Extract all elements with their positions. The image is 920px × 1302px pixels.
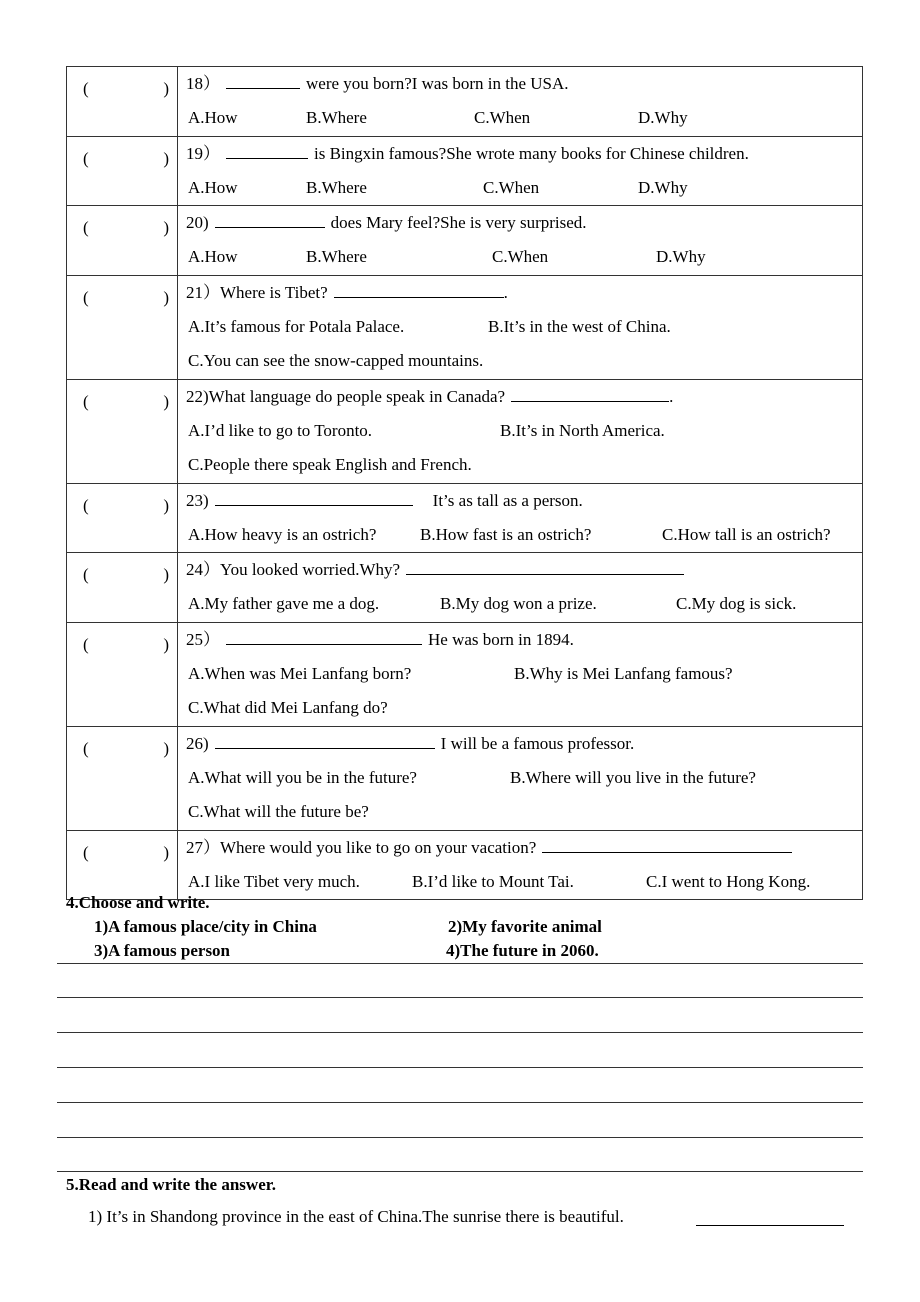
question-row [67, 275, 863, 379]
answer-blank[interactable] [226, 627, 422, 645]
answer-blank[interactable] [542, 835, 792, 853]
answer-blank[interactable] [215, 210, 325, 228]
paren-open: ( [83, 391, 89, 411]
writing-line[interactable] [57, 1171, 863, 1172]
answer-option: A.I’d like to go to Toronto. [188, 420, 373, 440]
options-line [178, 657, 862, 691]
options-line [178, 101, 862, 135]
question-text: were you born?I was born in the USA. [306, 74, 569, 93]
answer-paren[interactable] [67, 622, 178, 726]
paren-close: ) [163, 391, 169, 411]
question-cell [178, 206, 863, 276]
writing-line[interactable] [57, 1102, 863, 1103]
options-line [178, 518, 862, 552]
answer-blank[interactable] [511, 384, 669, 402]
answer-blank[interactable] [334, 280, 504, 298]
paren-open: ( [83, 738, 89, 758]
answer-option: B.Where [306, 247, 367, 267]
question-cell [178, 275, 863, 379]
paren-open: ( [83, 634, 89, 654]
section-4-title: 4.Choose and write. [66, 893, 210, 912]
answer-blank[interactable] [215, 731, 435, 749]
question-text: He was born in 1894. [428, 629, 574, 649]
question-cell [178, 622, 863, 726]
question-number: 18） [186, 74, 220, 93]
answer-option: A.How [188, 247, 238, 267]
topic-2: 2)My favorite animal [448, 917, 602, 936]
options-line [178, 865, 862, 899]
answer-option: C.You can see the snow-capped mountains. [188, 351, 484, 371]
question-row [67, 622, 863, 726]
answer-option: C.My dog is sick. [676, 594, 797, 614]
answer-option: D.Why [638, 177, 688, 197]
paren-close: ) [163, 634, 169, 654]
question-table [66, 66, 863, 900]
question-text: . [669, 386, 674, 406]
options-line [178, 448, 862, 482]
answer-option: C.I went to Hong Kong. [646, 871, 811, 891]
answer-paren[interactable] [67, 553, 178, 623]
question-stem [178, 137, 862, 171]
writing-line[interactable] [57, 1137, 863, 1138]
options-line [178, 761, 862, 795]
answer-option: A.I like Tibet very much. [188, 871, 360, 891]
question-stem [178, 276, 862, 310]
paren-open: ( [83, 842, 89, 862]
answer-paren[interactable] [67, 275, 178, 379]
options-line [178, 171, 862, 205]
question-cell [178, 726, 863, 830]
paren-close: ) [163, 79, 169, 98]
question-number: 25） [186, 629, 220, 649]
answer-option: A.How heavy is an ostrich? [188, 524, 377, 544]
question-row [67, 726, 863, 830]
answer-option: B.It’s in North America. [500, 420, 665, 440]
question-row [67, 206, 863, 276]
answer-blank[interactable] [226, 71, 300, 89]
answer-option: A.How [188, 177, 238, 197]
question-row [67, 136, 863, 206]
answer-option: B.How fast is an ostrich? [420, 524, 592, 544]
options-line [178, 587, 862, 621]
paren-open: ( [83, 287, 89, 307]
paren-close: ) [163, 738, 169, 758]
answer-option: A.It’s famous for Potala Palace. [188, 317, 405, 337]
answer-option: C.People there speak English and French. [188, 455, 472, 475]
paren-close: ) [163, 842, 169, 862]
answer-option: B.Where [306, 108, 367, 128]
question-stem [178, 727, 862, 761]
question-stem [178, 623, 862, 657]
answer-blank[interactable] [696, 1225, 844, 1226]
answer-option: C.When [474, 108, 531, 128]
answer-option: C.What did Mei Lanfang do? [188, 698, 388, 718]
question-row [67, 553, 863, 623]
answer-option: B.My dog won a prize. [440, 594, 597, 614]
options-line [178, 240, 862, 274]
answer-option: C.When [483, 177, 540, 197]
answer-paren[interactable] [67, 483, 178, 553]
answer-option: A.What will you be in the future? [188, 767, 417, 787]
paren-open: ( [83, 565, 89, 585]
question-number: 20) [186, 213, 209, 233]
answer-blank[interactable] [226, 141, 308, 159]
options-line [178, 344, 862, 378]
answer-option: B.Where [306, 177, 367, 197]
question-row [67, 379, 863, 483]
answer-option: C.How tall is an ostrich? [662, 524, 831, 544]
question-stem [178, 67, 862, 101]
question-stem [178, 553, 862, 587]
topic-1: 1)A famous place/city in China [94, 917, 317, 936]
section-5-title: 5.Read and write the answer. [66, 1175, 276, 1194]
topic-4: 4)The future in 2060. [446, 941, 599, 960]
answer-option: A.My father gave me a dog. [188, 594, 380, 614]
question-stem [178, 831, 862, 865]
answer-option: C.What will the future be? [188, 802, 369, 822]
question-stem [178, 380, 862, 414]
answer-option: A.How [188, 108, 238, 128]
paren-close: ) [163, 495, 169, 515]
question-cell [178, 483, 863, 553]
paren-close: ) [163, 148, 169, 168]
question-number: 23) [186, 490, 209, 510]
topic-3: 3)A famous person [94, 941, 231, 960]
answer-paren[interactable] [67, 136, 178, 206]
answer-paren[interactable] [67, 67, 178, 137]
question-number: 22)What language do people speak in Canada? [186, 386, 506, 406]
answer-paren[interactable] [67, 379, 178, 483]
writing-line[interactable] [57, 1032, 863, 1033]
options-line [178, 310, 862, 344]
answer-paren[interactable] [67, 830, 178, 900]
question-text: It’s as tall as a person. [432, 490, 583, 510]
question-text: is Bingxin famous?She wrote many books for Chinese children. [314, 143, 749, 163]
question-number: 26) [186, 733, 209, 753]
answer-option: B.I’d like to Mount Tai. [412, 871, 574, 891]
answer-option: B.Where will you live in the future? [510, 767, 756, 787]
reading-item-1: 1) It’s in Shandong province in the east of China.The sunrise there is beautiful. [88, 1207, 624, 1226]
question-cell [178, 67, 863, 137]
question-cell [178, 553, 863, 623]
answer-paren[interactable] [67, 726, 178, 830]
question-number: 24）You looked worried.Why? [186, 560, 401, 580]
question-text: I will be a famous professor. [440, 733, 635, 753]
question-stem [178, 206, 862, 240]
question-number: 21）Where is Tibet? [186, 282, 328, 302]
question-row [67, 67, 863, 137]
options-line [178, 691, 862, 725]
answer-blank[interactable] [215, 488, 413, 506]
paren-open: ( [83, 79, 89, 98]
answer-option: C.When [492, 247, 549, 267]
answer-option: D.Why [638, 108, 688, 128]
writing-line[interactable] [57, 963, 863, 964]
options-line [178, 414, 862, 448]
answer-blank[interactable] [406, 557, 684, 575]
answer-paren[interactable] [67, 206, 178, 276]
paren-close: ) [163, 565, 169, 585]
paren-open: ( [83, 218, 89, 238]
writing-line[interactable] [57, 1067, 863, 1068]
options-line [178, 795, 862, 829]
answer-option: D.Why [656, 247, 706, 267]
question-row [67, 830, 863, 900]
answer-option: A.When was Mei Lanfang born? [188, 664, 412, 684]
paren-close: ) [163, 218, 169, 238]
question-cell [178, 830, 863, 900]
question-text: . [503, 282, 508, 302]
question-cell [178, 379, 863, 483]
writing-line[interactable] [57, 997, 863, 998]
question-stem [178, 484, 862, 518]
paren-close: ) [163, 287, 169, 307]
question-cell [178, 136, 863, 206]
paren-open: ( [83, 148, 89, 168]
question-number: 19） [186, 143, 220, 163]
question-text: does Mary feel?She is very surprised. [330, 213, 587, 233]
question-row [67, 483, 863, 553]
paren-open: ( [83, 495, 89, 515]
answer-option: B.It’s in the west of China. [488, 317, 671, 337]
answer-option: B.Why is Mei Lanfang famous? [514, 664, 733, 684]
question-number: 27）Where would you like to go on your vacation? [186, 837, 537, 857]
